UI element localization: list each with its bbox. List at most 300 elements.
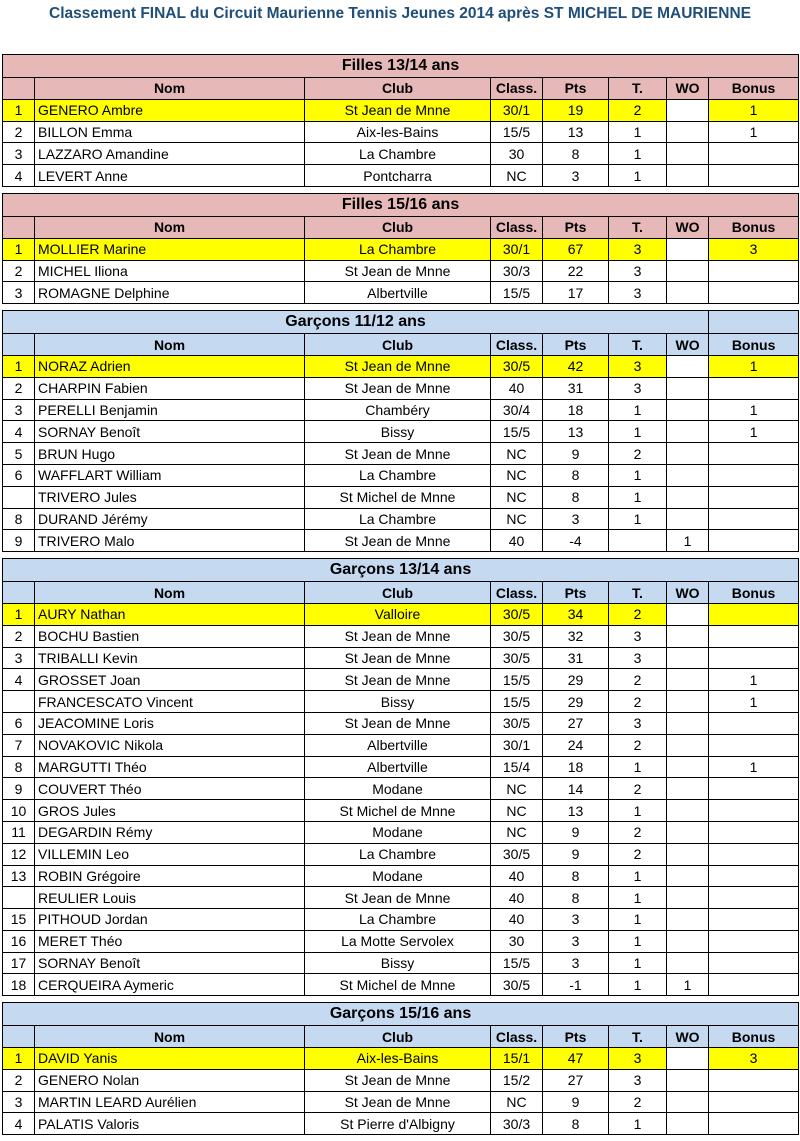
cell-classement: 15/5 — [491, 421, 543, 443]
cell-wo — [667, 464, 709, 486]
table-row — [3, 355, 799, 377]
cell-tournois: 2 — [609, 1091, 667, 1113]
cell-tournois: 2 — [609, 734, 667, 756]
cell-rank: 2 — [3, 121, 35, 143]
cell-tournois: 1 — [609, 974, 667, 996]
cell-bonus — [709, 800, 799, 822]
cell-bonus: 1 — [709, 756, 799, 778]
cell-rank: 3 — [3, 647, 35, 669]
header-rank — [3, 1026, 35, 1048]
cell-points: 9 — [543, 443, 609, 465]
cell-tournois: 1 — [609, 143, 667, 165]
cell-wo — [667, 377, 709, 399]
table-row — [3, 691, 799, 713]
cell-points: 3 — [543, 909, 609, 931]
header-club: Club — [305, 582, 491, 604]
category-title-row — [3, 559, 799, 582]
cell-points: 13 — [543, 800, 609, 822]
category-title-spacer — [709, 311, 799, 334]
cell-wo — [667, 909, 709, 931]
header-tournois: T. — [609, 78, 667, 100]
cell-nom: MARGUTTI Théo — [35, 756, 305, 778]
cell-tournois: 2 — [609, 843, 667, 865]
cell-points: 14 — [543, 778, 609, 800]
cell-wo — [667, 691, 709, 713]
cell-nom: TRIVERO Malo — [35, 530, 305, 552]
cell-rank: 5 — [3, 443, 35, 465]
table-row — [3, 952, 799, 974]
cell-wo — [667, 669, 709, 691]
header-wo: WO — [667, 334, 709, 356]
cell-nom: MICHEL Iliona — [35, 260, 305, 282]
cell-classement: 15/5 — [491, 952, 543, 974]
cell-club: St Michel de Mnne — [305, 800, 491, 822]
cell-points: 8 — [543, 887, 609, 909]
table-row — [3, 734, 799, 756]
header-bonus: Bonus — [709, 216, 799, 238]
cell-bonus — [709, 443, 799, 465]
cell-classement: 30 — [491, 143, 543, 165]
cell-club: Bissy — [305, 952, 491, 974]
category-table — [2, 310, 799, 552]
cell-bonus — [709, 734, 799, 756]
table-row — [3, 1048, 799, 1070]
cell-rank: 4 — [3, 421, 35, 443]
cell-tournois: 2 — [609, 669, 667, 691]
cell-club: Modane — [305, 821, 491, 843]
table-row — [3, 756, 799, 778]
table-row — [3, 974, 799, 996]
cell-bonus — [709, 508, 799, 530]
cell-nom: BOCHU Bastien — [35, 625, 305, 647]
cell-nom: SORNAY Benoît — [35, 952, 305, 974]
header-tournois: T. — [609, 334, 667, 356]
cell-classement: 30 — [491, 930, 543, 952]
cell-nom: GENERO Nolan — [35, 1069, 305, 1091]
header-wo: WO — [667, 78, 709, 100]
header-club: Club — [305, 334, 491, 356]
header-points: Pts — [543, 216, 609, 238]
cell-nom: AURY Nathan — [35, 603, 305, 625]
cell-bonus — [709, 1113, 799, 1135]
cell-rank: 2 — [3, 260, 35, 282]
cell-wo: 1 — [667, 974, 709, 996]
cell-wo — [667, 443, 709, 465]
cell-club: La Chambre — [305, 909, 491, 931]
category-table — [2, 1002, 799, 1135]
cell-wo — [667, 887, 709, 909]
cell-rank: 8 — [3, 756, 35, 778]
cell-wo — [667, 486, 709, 508]
category-table — [2, 193, 799, 304]
header-club: Club — [305, 1026, 491, 1048]
cell-points: 13 — [543, 421, 609, 443]
table-row — [3, 800, 799, 822]
cell-club: St Jean de Mnne — [305, 530, 491, 552]
cell-bonus: 1 — [709, 121, 799, 143]
cell-rank: 8 — [3, 508, 35, 530]
cell-classement: 30/3 — [491, 260, 543, 282]
table-row — [3, 238, 799, 260]
cell-wo — [667, 99, 709, 121]
cell-nom: NORAZ Adrien — [35, 355, 305, 377]
cell-wo — [667, 260, 709, 282]
header-tournois: T. — [609, 582, 667, 604]
column-header-row — [3, 216, 799, 238]
cell-tournois: 1 — [609, 486, 667, 508]
cell-rank: 3 — [3, 1091, 35, 1113]
cell-nom: COUVERT Théo — [35, 778, 305, 800]
cell-classement: 15/1 — [491, 1048, 543, 1070]
cell-points: 22 — [543, 260, 609, 282]
table-row — [3, 399, 799, 421]
header-rank — [3, 216, 35, 238]
table-row — [3, 843, 799, 865]
cell-bonus — [709, 165, 799, 187]
table-row — [3, 865, 799, 887]
table-row — [3, 930, 799, 952]
table-row — [3, 1113, 799, 1135]
cell-nom: MOLLIER Marine — [35, 238, 305, 260]
cell-rank: 9 — [3, 778, 35, 800]
cell-classement: NC — [491, 821, 543, 843]
cell-nom: LAZZARO Amandine — [35, 143, 305, 165]
cell-club: Valloire — [305, 603, 491, 625]
cell-bonus — [709, 843, 799, 865]
cell-tournois: 1 — [609, 1113, 667, 1135]
cell-classement: NC — [491, 800, 543, 822]
cell-classement: 30/1 — [491, 734, 543, 756]
cell-bonus: 1 — [709, 99, 799, 121]
table-row — [3, 909, 799, 931]
category-table — [2, 54, 799, 187]
cell-classement: 30/5 — [491, 843, 543, 865]
cell-points: 31 — [543, 377, 609, 399]
cell-tournois: 1 — [609, 421, 667, 443]
cell-bonus: 1 — [709, 669, 799, 691]
cell-points: 34 — [543, 603, 609, 625]
table-row — [3, 282, 799, 304]
category-title-row — [3, 1003, 799, 1026]
cell-club: St Jean de Mnne — [305, 1069, 491, 1091]
header-points: Pts — [543, 1026, 609, 1048]
cell-club: Pontcharra — [305, 165, 491, 187]
cell-bonus — [709, 260, 799, 282]
cell-tournois: 3 — [609, 1069, 667, 1091]
cell-club: Aix-les-Bains — [305, 1048, 491, 1070]
cell-nom: REULIER Louis — [35, 887, 305, 909]
cell-classement: 15/4 — [491, 756, 543, 778]
cell-bonus: 1 — [709, 421, 799, 443]
category-title: Garçons 15/16 ans — [3, 1003, 799, 1026]
cell-rank: 4 — [3, 165, 35, 187]
cell-wo — [667, 421, 709, 443]
cell-nom: PITHOUD Jordan — [35, 909, 305, 931]
cell-nom: VILLEMIN Leo — [35, 843, 305, 865]
cell-rank: 13 — [3, 865, 35, 887]
cell-points: 67 — [543, 238, 609, 260]
cell-wo — [667, 1113, 709, 1135]
cell-tournois: 1 — [609, 121, 667, 143]
cell-tournois: 3 — [609, 377, 667, 399]
table-row — [3, 778, 799, 800]
cell-tournois: 2 — [609, 691, 667, 713]
cell-club: St Jean de Mnne — [305, 712, 491, 734]
cell-tournois: 1 — [609, 756, 667, 778]
cell-tournois: 1 — [609, 165, 667, 187]
cell-wo — [667, 143, 709, 165]
cell-rank: 16 — [3, 930, 35, 952]
cell-nom: DURAND Jérémy — [35, 508, 305, 530]
cell-tournois: 1 — [609, 952, 667, 974]
cell-rank: 18 — [3, 974, 35, 996]
column-header-row — [3, 1026, 799, 1048]
cell-classement: 15/5 — [491, 282, 543, 304]
cell-rank: 2 — [3, 625, 35, 647]
cell-bonus — [709, 778, 799, 800]
header-classement: Class. — [491, 1026, 543, 1048]
cell-nom: TRIBALLI Kevin — [35, 647, 305, 669]
cell-club: St Pierre d'Albigny — [305, 1113, 491, 1135]
cell-club: St Jean de Mnne — [305, 887, 491, 909]
cell-rank: 1 — [3, 99, 35, 121]
cell-nom: LEVERT Anne — [35, 165, 305, 187]
cell-bonus — [709, 377, 799, 399]
cell-club: St Michel de Mnne — [305, 974, 491, 996]
cell-wo — [667, 930, 709, 952]
cell-points: 17 — [543, 282, 609, 304]
page-title: Classement FINAL du Circuit Maurienne Tennis Jeunes 2014 après ST MICHEL DE MAURIENNE — [49, 5, 751, 22]
cell-nom: GENERO Ambre — [35, 99, 305, 121]
table-row — [3, 165, 799, 187]
cell-club: Albertville — [305, 734, 491, 756]
category-title-row — [3, 55, 799, 78]
cell-club: St Jean de Mnne — [305, 377, 491, 399]
cell-points: 8 — [543, 865, 609, 887]
table-row — [3, 464, 799, 486]
cell-bonus: 1 — [709, 355, 799, 377]
table-row — [3, 1091, 799, 1113]
cell-points: 29 — [543, 691, 609, 713]
table-row — [3, 821, 799, 843]
cell-rank: 4 — [3, 1113, 35, 1135]
cell-classement: 15/5 — [491, 669, 543, 691]
cell-tournois: 3 — [609, 1048, 667, 1070]
header-bonus: Bonus — [709, 78, 799, 100]
cell-club: La Chambre — [305, 238, 491, 260]
cell-nom: GROS Jules — [35, 800, 305, 822]
cell-rank: 1 — [3, 238, 35, 260]
cell-bonus: 1 — [709, 691, 799, 713]
cell-tournois — [609, 530, 667, 552]
header-points: Pts — [543, 334, 609, 356]
cell-wo — [667, 843, 709, 865]
cell-wo — [667, 355, 709, 377]
cell-classement: NC — [491, 778, 543, 800]
cell-wo — [667, 165, 709, 187]
cell-classement: 40 — [491, 530, 543, 552]
cell-rank — [3, 887, 35, 909]
cell-club: Albertville — [305, 756, 491, 778]
cell-rank: 15 — [3, 909, 35, 931]
cell-rank: 7 — [3, 734, 35, 756]
header-wo: WO — [667, 216, 709, 238]
cell-classement: 40 — [491, 377, 543, 399]
cell-rank: 11 — [3, 821, 35, 843]
cell-nom: DAVID Yanis — [35, 1048, 305, 1070]
cell-classement: NC — [491, 464, 543, 486]
cell-rank: 10 — [3, 800, 35, 822]
cell-classement: 40 — [491, 909, 543, 931]
cell-tournois: 2 — [609, 443, 667, 465]
cell-bonus: 1 — [709, 399, 799, 421]
cell-tournois: 1 — [609, 865, 667, 887]
header-points: Pts — [543, 582, 609, 604]
cell-points: 3 — [543, 508, 609, 530]
cell-club: Albertville — [305, 282, 491, 304]
cell-bonus — [709, 821, 799, 843]
cell-nom: SORNAY Benoît — [35, 421, 305, 443]
table-row — [3, 625, 799, 647]
cell-wo — [667, 1069, 709, 1091]
header-classement: Class. — [491, 334, 543, 356]
cell-bonus — [709, 143, 799, 165]
cell-points: 13 — [543, 121, 609, 143]
cell-rank: 3 — [3, 143, 35, 165]
cell-classement: NC — [491, 165, 543, 187]
cell-wo — [667, 399, 709, 421]
cell-nom: NOVAKOVIC Nikola — [35, 734, 305, 756]
cell-classement: 30/5 — [491, 647, 543, 669]
cell-bonus — [709, 625, 799, 647]
header-nom: Nom — [35, 582, 305, 604]
cell-bonus — [709, 603, 799, 625]
cell-classement: 15/2 — [491, 1069, 543, 1091]
cell-rank: 3 — [3, 399, 35, 421]
cell-club: La Motte Servolex — [305, 930, 491, 952]
cell-wo — [667, 756, 709, 778]
cell-rank: 1 — [3, 355, 35, 377]
table-row — [3, 143, 799, 165]
cell-classement: 30/5 — [491, 712, 543, 734]
header-wo: WO — [667, 1026, 709, 1048]
cell-bonus — [709, 282, 799, 304]
cell-points: 24 — [543, 734, 609, 756]
header-tournois: T. — [609, 1026, 667, 1048]
cell-tournois: 3 — [609, 282, 667, 304]
cell-points: 47 — [543, 1048, 609, 1070]
cell-points: 8 — [543, 1113, 609, 1135]
cell-wo — [667, 712, 709, 734]
header-nom: Nom — [35, 334, 305, 356]
cell-classement: 30/4 — [491, 399, 543, 421]
cell-points: 29 — [543, 669, 609, 691]
cell-classement: NC — [491, 443, 543, 465]
cell-club: Modane — [305, 865, 491, 887]
cell-nom: MERET Théo — [35, 930, 305, 952]
cell-nom: ROBIN Grégoire — [35, 865, 305, 887]
category-title-row — [3, 193, 799, 216]
cell-wo — [667, 603, 709, 625]
cell-points: 8 — [543, 143, 609, 165]
cell-tournois: 3 — [609, 355, 667, 377]
header-classement: Class. — [491, 582, 543, 604]
cell-classement: 30/1 — [491, 99, 543, 121]
table-row — [3, 486, 799, 508]
cell-club: St Jean de Mnne — [305, 1091, 491, 1113]
cell-points: -4 — [543, 530, 609, 552]
table-row — [3, 99, 799, 121]
cell-rank: 17 — [3, 952, 35, 974]
cell-tournois: 1 — [609, 930, 667, 952]
header-wo: WO — [667, 582, 709, 604]
header-nom: Nom — [35, 216, 305, 238]
cell-wo — [667, 821, 709, 843]
cell-classement: 30/5 — [491, 974, 543, 996]
cell-club: La Chambre — [305, 508, 491, 530]
cell-nom: CHARPIN Fabien — [35, 377, 305, 399]
cell-tournois: 2 — [609, 99, 667, 121]
column-header-row — [3, 334, 799, 356]
column-header-row — [3, 78, 799, 100]
cell-tournois: 3 — [609, 625, 667, 647]
cell-points: 8 — [543, 486, 609, 508]
cell-bonus — [709, 530, 799, 552]
cell-classement: 30/5 — [491, 355, 543, 377]
cell-nom: BILLON Emma — [35, 121, 305, 143]
header-rank — [3, 582, 35, 604]
cell-wo — [667, 1048, 709, 1070]
header-rank — [3, 78, 35, 100]
header-nom: Nom — [35, 1026, 305, 1048]
cell-points: 32 — [543, 625, 609, 647]
cell-rank: 1 — [3, 603, 35, 625]
cell-bonus — [709, 909, 799, 931]
cell-tournois: 2 — [609, 778, 667, 800]
table-row — [3, 530, 799, 552]
cell-bonus — [709, 464, 799, 486]
cell-wo — [667, 121, 709, 143]
table-row — [3, 421, 799, 443]
cell-classement: 30/5 — [491, 603, 543, 625]
cell-wo — [667, 625, 709, 647]
cell-nom: BRUN Hugo — [35, 443, 305, 465]
cell-club: St Michel de Mnne — [305, 486, 491, 508]
cell-tournois: 1 — [609, 508, 667, 530]
cell-wo — [667, 800, 709, 822]
cell-tournois: 1 — [609, 887, 667, 909]
cell-classement: 30/5 — [491, 625, 543, 647]
cell-points: 18 — [543, 399, 609, 421]
header-classement: Class. — [491, 216, 543, 238]
cell-points: 3 — [543, 930, 609, 952]
header-tournois: T. — [609, 216, 667, 238]
cell-wo — [667, 508, 709, 530]
header-classement: Class. — [491, 78, 543, 100]
category-title: Garçons 13/14 ans — [3, 559, 799, 582]
cell-rank: 2 — [3, 377, 35, 399]
cell-club: Bissy — [305, 691, 491, 713]
cell-club: St Jean de Mnne — [305, 443, 491, 465]
category-title: Filles 15/16 ans — [3, 193, 799, 216]
cell-tournois: 1 — [609, 399, 667, 421]
cell-club: St Jean de Mnne — [305, 625, 491, 647]
cell-classement: NC — [491, 486, 543, 508]
table-row — [3, 508, 799, 530]
cell-tournois: 2 — [609, 821, 667, 843]
cell-nom: CERQUEIRA Aymeric — [35, 974, 305, 996]
table-row — [3, 443, 799, 465]
